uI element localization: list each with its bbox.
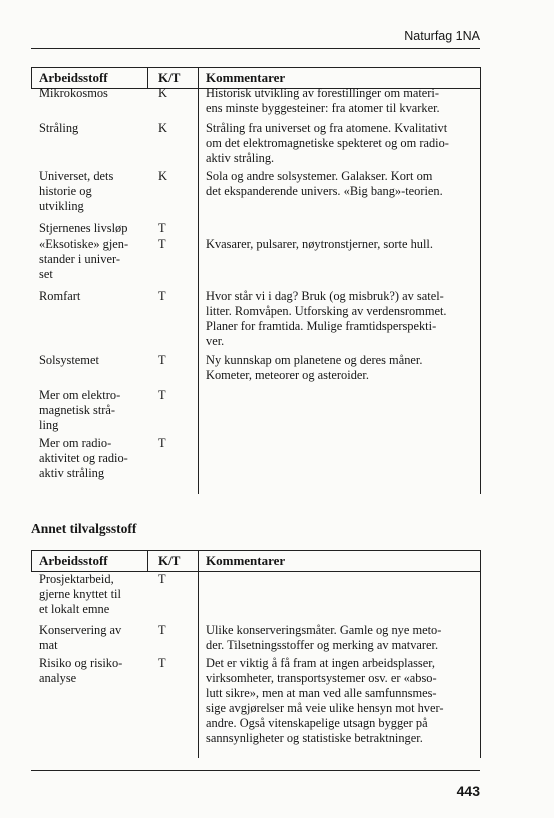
cell-material: Romfart	[39, 289, 81, 303]
cell-kt: T	[158, 237, 166, 251]
table-right-border	[480, 67, 481, 494]
column-header-comments: Kommentarer	[206, 70, 286, 85]
cell-material: Stråling	[39, 121, 79, 135]
cell-kt: T	[158, 353, 166, 367]
column-header-material: Arbeidsstoff	[39, 553, 108, 568]
column-divider	[198, 550, 199, 758]
column-header-kt: K/T	[158, 70, 181, 85]
cell-comment: Det er viktig å få fram at ingen arbeidsplasser, virksomheter, transportsystemer osv. er «abso- lutt sikre», men at man ved alle samfunnsmes- sige avgjørelser må veie ulike hensyn mot hver- andre. Også vitenskapelige utsagn bygger på sannsynligheter og statistiske betraktninger.	[206, 656, 444, 745]
cell-kt: K	[158, 121, 167, 135]
column-header-material: Arbeidsstoff	[39, 70, 108, 85]
cell-kt: T	[158, 388, 166, 402]
page-number: 443	[456, 783, 480, 799]
cell-kt: T	[158, 436, 166, 450]
cell-kt: T	[158, 623, 166, 637]
section-title: Annet tilvalgsstoff	[31, 521, 137, 536]
cell-comment: Ny kunnskap om planetene og deres måner. Kometer, meteorer og asteroider.	[206, 353, 423, 382]
cell-kt: K	[158, 169, 167, 183]
cell-material: Solsystemet	[39, 353, 99, 367]
cell-material: Mer om radio- aktivitet og radio- aktiv stråling	[39, 436, 128, 480]
cell-kt: T	[158, 656, 166, 670]
header-rule	[31, 48, 480, 49]
cell-kt: T	[158, 572, 166, 586]
cell-material: «Eksotiske» gjen- stander i univer- set	[39, 237, 129, 281]
table-top-border	[31, 550, 480, 551]
table-top-border	[31, 67, 480, 68]
cell-material: Universet, dets historie og utvikling	[39, 169, 114, 213]
cell-comment: Stråling fra universet og fra atomene. Kvalitativt om det elektromagnetiske spekteret og om radio- aktiv stråling.	[206, 121, 449, 165]
cell-comment: Historisk utvikling av forestillinger om materi- ens minste byggesteiner: fra atomer til kvarker.	[206, 86, 440, 115]
column-divider	[147, 550, 148, 571]
cell-comment: Kvasarer, pulsarer, nøytronstjerner, sorte hull.	[206, 237, 433, 251]
cell-material: Prosjektarbeid, gjerne knyttet til et lokalt emne	[39, 572, 121, 616]
cell-kt: T	[158, 221, 166, 235]
cell-kt: K	[158, 86, 167, 100]
cell-material: Mikrokosmos	[39, 86, 108, 100]
footer-rule	[31, 770, 480, 771]
column-header-kt: K/T	[158, 553, 181, 568]
column-divider	[147, 67, 148, 88]
cell-material: Stjernenes livsløp	[39, 221, 128, 235]
cell-material: Mer om elektro- magnetisk strå- ling	[39, 388, 121, 432]
cell-material: Risiko og risiko- analyse	[39, 656, 123, 685]
column-header-comments: Kommentarer	[206, 553, 286, 568]
table-left-border	[31, 550, 32, 571]
cell-material: Konservering av mat	[39, 623, 122, 652]
table-right-border	[480, 550, 481, 758]
cell-comment: Sola og andre solsystemer. Galakser. Kort om det ekspanderende univers. «Big bang»-teorien.	[206, 169, 443, 198]
cell-kt: T	[158, 289, 166, 303]
cell-comment: Ulike konserveringsmåter. Gamle og nye meto- der. Tilsetningsstoffer og merking av matvarer.	[206, 623, 442, 652]
table-left-border	[31, 67, 32, 88]
page-header-label: Naturfag 1NA	[404, 29, 480, 43]
cell-comment: Hvor står vi i dag? Bruk (og misbruk?) av satel- litter. Romvåpen. Utforsking av verdensrommet. Planer for framtida. Mulige framtidsperspekti- ver.	[206, 289, 447, 348]
column-divider	[198, 67, 199, 494]
